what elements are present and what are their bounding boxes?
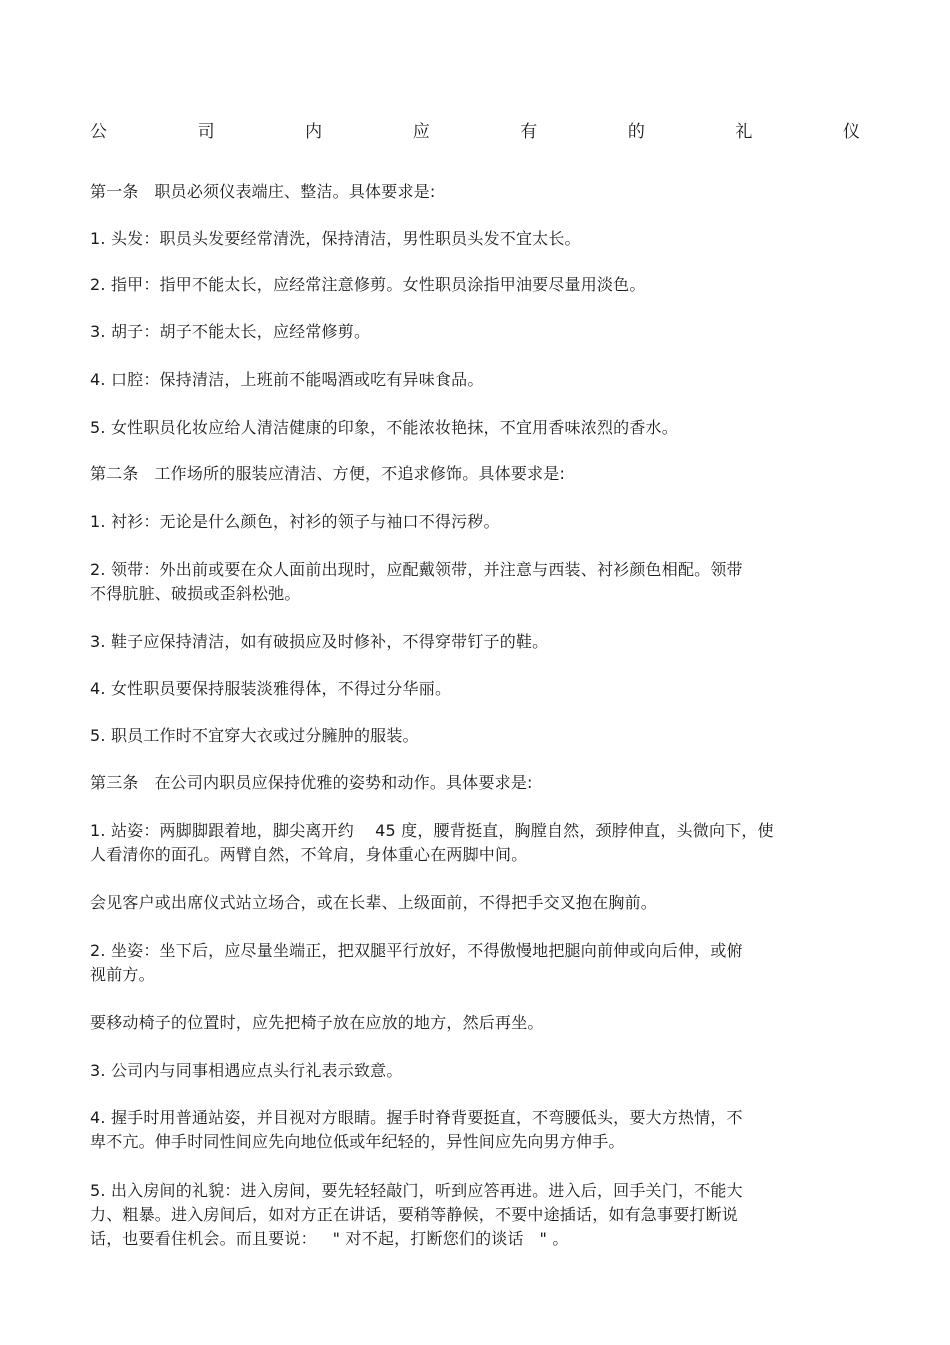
paragraph-line: 5. 出入房间的礼貌：进入房间，要先轻轻敲门，听到应答再进。进入后，回手关门，不能大 (90, 1181, 743, 1200)
paragraph-line: 1. 头发：职员头发要经常清洗，保持清洁，男性职员头发不宜太长。 (90, 229, 581, 248)
title-char: 有 (520, 122, 538, 142)
paragraph-line: 力、粗暴。进入房间后，如对方正在讲话，要稍等静候，不要中途插话，如有急事要打断说 (90, 1205, 739, 1224)
paragraph-line: 要移动椅子的位置时，应先把椅子放在应放的地方，然后再坐。 (90, 1013, 544, 1032)
paragraph-line: 会见客户或出席仪式站立场合，或在长辈、上级面前，不得把手交叉抱在胸前。 (90, 893, 658, 912)
paragraph-line: 1. 站姿：两脚脚跟着地，脚尖离开约 45 度，腰背挺直，胸膛自然，颈脖伸直，头微向下，使 (90, 821, 774, 840)
paragraph-line: 5. 职员工作时不宜穿大衣或过分臃肿的服装。 (90, 726, 419, 745)
article-3-heading: 第三条 在公司内职员应保持优雅的姿势和动作。具体要求是: (90, 773, 533, 792)
page-title (90, 122, 860, 142)
paragraph-line: 1. 衬衫：无论是什么颜色，衬衫的领子与袖口不得污秽。 (90, 512, 500, 531)
paragraph-line: 5. 女性职员化妆应给人清洁健康的印象，不能浓妆艳抹，不宜用香味浓烈的香水。 (90, 418, 678, 437)
paragraph-line: 2. 指甲：指甲不能太长，应经常注意修剪。女性职员涂指甲油要尽量用淡色。 (90, 275, 646, 294)
paragraph-line: 2. 坐姿：坐下后，应尽量坐端正，把双腿平行放好，不得傲慢地把腿向前伸或向后伸，或俯 (90, 941, 743, 960)
paragraph-line: 3. 公司内与同事相遇应点头行礼表示致意。 (90, 1061, 403, 1080)
paragraph-line: 视前方。 (90, 965, 155, 984)
title-char: 的 (627, 122, 645, 142)
title-char: 礼 (735, 122, 753, 142)
paragraph-line: 4. 口腔：保持清洁，上班前不能喝酒或吃有异味食品。 (90, 370, 484, 389)
paragraph-line: 2. 领带：外出前或要在众人面前出现时，应配戴领带，并注意与西装、衬衫颜色相配。领带 (90, 560, 743, 579)
paragraph-line: 3. 胡子：胡子不能太长，应经常修剪。 (90, 322, 371, 341)
title-char: 应 (412, 122, 430, 142)
title-char: 仪 (842, 122, 860, 142)
paragraph-line: 话，也要看住机会。而且要说： " 对不起，打断您们的谈话 " 。 (90, 1229, 569, 1248)
paragraph-line: 4. 握手时用普通站姿，并目视对方眼睛。握手时脊背要挺直，不弯腰低头，要大方热情，不 (90, 1108, 743, 1127)
article-2-heading: 第二条 工作场所的服装应清洁、方便，不追求修饰。具体要求是: (90, 464, 566, 483)
paragraph-line: 卑不亢。伸手时同性间应先向地位低或年纪轻的，异性间应先向男方伸手。 (90, 1132, 625, 1151)
paragraph-line: 4. 女性职员要保持服装淡雅得体，不得过分华丽。 (90, 679, 452, 698)
paragraph-line: 人看清你的面孔。两臂自然，不耸肩，身体重心在两脚中间。 (90, 845, 528, 864)
title-char: 司 (197, 122, 215, 142)
article-1-heading: 第一条 职员必须仪表端庄、整洁。具体要求是: (90, 182, 436, 201)
paragraph-line: 不得肮脏、破损或歪斜松弛。 (90, 584, 301, 603)
title-char: 内 (305, 122, 323, 142)
paragraph-line: 3. 鞋子应保持清洁，如有破损应及时修补，不得穿带钉子的鞋。 (90, 632, 549, 651)
title-char: 公 (90, 122, 107, 142)
